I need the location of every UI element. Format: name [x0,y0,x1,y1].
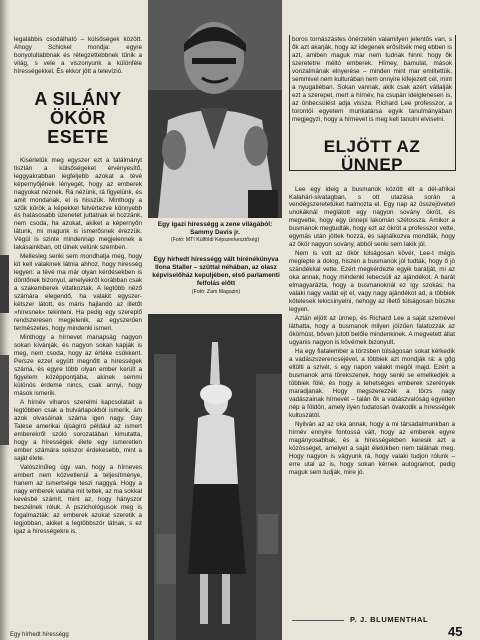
page-number: 45 [448,624,463,639]
right-column [289,36,455,634]
portrait-photo-graphic [148,0,282,218]
left-column [14,36,142,634]
right-top-text [289,36,455,124]
right-paragraph: Nem is volt az ökör túlságosan kövér, Lee-t mégis meglepte a dolog, hiszen a busmanok jól tudták, hogy ő jó szándékkal vette. Ezért megkérdezte egyik barátját, mi az oka annak, hogy mindenki lebecsüli az ajándékot. A barát elmagyarázta, hogy a busmanoknál ez így szokás: ha valaki nagy vadat ejt el, vagy nagy ajándékot ad, a többiek kötelesek lekicsinyelni, nehogy az illető túlságosan büszke legyen. [289,250,455,314]
left-paragraph: Kisérletük meg egyszer ezt a találmányt tisztán a külsőségeket érvényesítő, leggyakrabban legfeljebb azokat a tévé képernyőjének lényegét, hogy az emberek nagyokat néznek. Rá nézünk, rá figyelünk, és amit mondanak, el is hisszük. Minthogy a szűk körök a képekkel felvértezve könnyebb és hatásosabb üzenetet juttatnak el hozzánk, nem csoda, ha azokat, akiket a képernyőn látunk, mi magunk is ismerősnek érezzük. Végül is szinte mindennap megjelennek a lakásainkban, ott ülnek velünk szemben. [14,156,142,252]
caption-text: Egy hírhedt hírességg vált hírénékünyva Ilona Staller – szüttal néhában, az olasz képviselőház kepuljében, első parlamenti felfolás előtt [152,256,280,288]
page-fold-shadow [0,0,10,640]
photo-fullbody-caption [150,256,282,295]
bottom-strip [10,631,130,640]
left-paragraph: Minthogy a hírnevet manapság nagyon sokan kívánják, és nagyon sokan kapják is meg, nem csoda, hogy az értéke csökkent. Persze ezzel együtt megnőtt a hírességek száma, és egyre több olyan ember került a figyelem középpontjába, akinek semmi különös érdeme nincs, csak annyi, hogy mások ismerik. [14,334,142,398]
side-tab-dark-lower [0,355,9,445]
left-paragraph: Valószínűleg úgy van, hogy a hírneves embert nem közvetlenül a teljesítménye, hanem az ismertsége teszi naggyá. Hogy a nagy emberek valaha mit tettek, az ma sokkal kevésbé számít, mint az, hogy hányszor beszélnek róluk. A pszichológusok meg is fogalmazták: az emberek azokat szeretik a legjobban, akiket a legtöbbször látnak, s ez igaz a hírességekre is. [14,464,142,535]
left-paragraph: A hírnév viharos szerelmi kapcsolatait a legtöbben csak a bulvárlapokból ismerik, ám azok olvasóinak száma igen nagy. Gay Talese amerikai újságíró például az ismert emberekről szóló sorozatában kimutatta, hogy a hírességek élete egy ismeretlen ember számára sokszor érdekesebb, mint a saját élete. [14,399,142,463]
caption-text: Egy igazi hírességg a zene világából: Sammy Davis jr. [157,221,273,237]
bottom-strip-text: Egy hírhedt hírességg [10,632,69,638]
right-paragraph: Nyilván az az oka annak, hogy a mi társadalmunkban a hírnév ennyire fontossá vált, hogy az emberek egyre magányosabbak, és a hírességekben keresik azt a közösséget, amelyet a saját életükben nem találnak meg. Hogy nagyon is vágyunk rá, hogy valaki tudjon rólunk – erre utal az is, hogy sokan kérnek autogramot, pedig maguk sem tudják, mire jó. [289,421,455,476]
left-section-heading: A SILÁNY ÖKÖR ESETE [34,88,122,147]
fullbody-photo-graphic [148,314,282,640]
right-section-heading: ELJÖTT AZ ÜNNEP [323,136,421,174]
caption-credit: (Fotó: MTI KülföIdi Képszerkesztőség) [170,237,260,244]
caption-credit: (Fotó: Zam Magazin) [191,288,241,295]
left-paragraph: Mellesleg senki sem mondhatja meg, hogy kit kell valakinek látnia ahhoz, hogy hiresség legyen: a tévé ma már olyan kérdésekben is döntőnek bizonyul, amelyekről korábban csak a szakemberek vitatkoztak. A legtöbb néző számára elegendő, ha valakit egyszer-kétszer látott, és máris hajlandó az illetőt »híresnek« tekinteni. Ha pedig egy szereplő rendszeresen megjelenik, az egyszerűen természetes, hogy mindenki ismeri. [14,253,142,333]
author-byline: P. J. BLUMENTHAL [350,615,429,624]
left-intro-text [14,36,142,76]
right-top-paragraph: boros tornászástes önérzetén valamilyen jelentős van, s ők azt akarják, hogy az idegenek erősítsék meg ebben is azt, amiben maguk mar nem tudnak hinni: hogy ők szeretetre méltó emberek. Hímey, bamulat, mások vonzalmának elnyerése – minden mint mar említettük, semmivel nem kulturában nem onnyire kifejezett cél, mint a nyugatiéban. Sokan vannak, akik csak azért vállalják ezt a szerepet, mert a hírnév, ha csupán ideiglenesen is, az önbecsülést adja vissza. Richard Lee professzor, a torontói egyetem munkatársa egyik tanulmányában megjegyzi, hogy a hírnevet is meg kell tanulni elviselni. [292,36,452,123]
photo-fullbody [148,314,282,640]
photo-portrait [148,0,282,218]
intro-paragraph: legalábbis csodálható – külsőségek között. Ahogy Schickel mondja: egyre bonyolultabbnak és rétegzettebbnek tűnik a világ, s vele a viszonyunk a különféle hírességekkel. És ekkor jött a televízió. [14,36,142,75]
right-paragraph: Lee egy ideig a busmanok között élt a dél-afrikai Kalahári-sivatagban, s ott utazása során a vendégszeretetüket halmozta el. Egy nap az összejöveteli unokáknál meglátott egy nagyon sovány ökröt, és megvette, hogy egy ünnepi lakomán szétossza. Amikor a busmanok megtudták, hogy ezt az ökröt a professzor vette, egymás után jöttek hozzá, és sajnálkozva mondták, hogy az ökör nagyon sovány, abból senki sem lakik jól. [289,185,455,249]
right-paragraph: Aztán eljött az ünnep, és Richard Lee a saját szemével láthatta, hogy a busmanok milyen jóízűen falatozzák az ökörhúst, bőven jutott belőle mindenkinek. A megvetett állat ugyanis nagyon is kövérnek bizonyult. [289,315,455,347]
side-tab-dark [0,255,9,313]
left-body-text [14,157,142,536]
right-body-text [289,186,455,477]
byline-rule [292,620,344,621]
photo-portrait-caption [150,221,280,244]
right-paragraph: Ha egy fiatalember a törzsben túlságosan sokat kérkedik a vadászszerencséjével, a többiek azt mondják rá: a gőg eltölti a szívét, s egy napon valakit megöl majd. Ezért a busmanok arra törekszenek, hogy senki se emelkedjék a többiek fölé, és hogy a tehetséges emberek szerények maradjanak. Hogy megszerezzék a törzs nagy vadászainak hírnevét – talán ők a vadászvalóság egyetlen nép a földön, amely ilyen tudatosan óvakodik a hírességek kultuszától. [289,348,455,420]
